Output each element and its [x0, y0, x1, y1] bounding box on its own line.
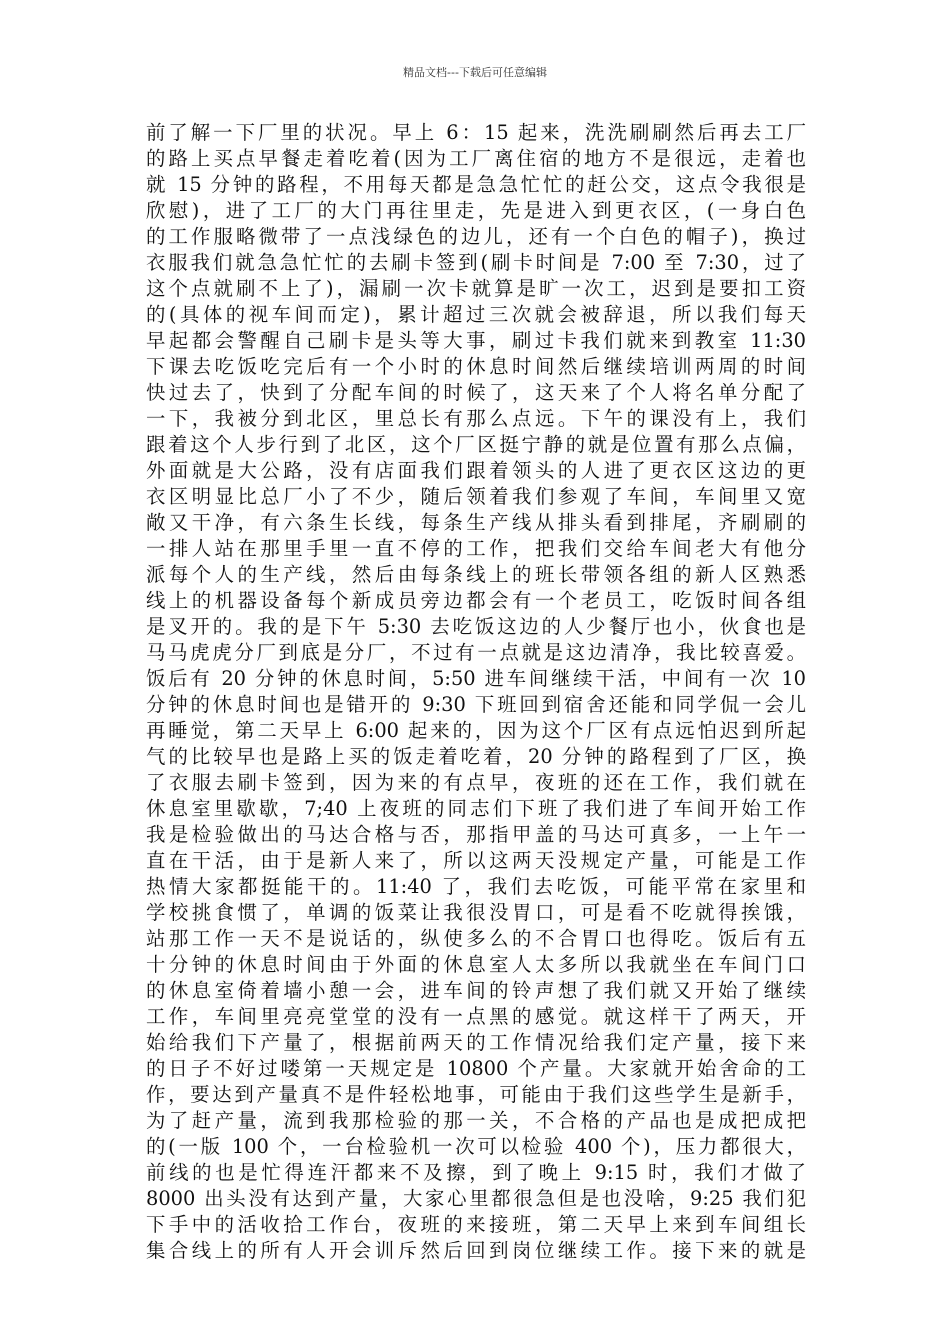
body-line: 衣服我们就急急忙忙的去刷卡签到(刷卡时间是 7:00 至 7:30，过了 [146, 251, 806, 274]
body-line: 一下，我被分到北区，里总长有那么点远。下午的课没有上，我们 [146, 407, 806, 430]
body-line: 前线的也是忙得连汗都来不及擦，到了晚上 9:15 时，我们才做了 [146, 1161, 806, 1184]
page-header: 精品文档---下载后可任意编辑 [403, 66, 547, 79]
body-line: 学校挑食惯了，单调的饭菜让我很没胃口，可是看不吃就得挨饿， [146, 901, 806, 924]
body-line: 敞又干净，有六条生长线，每条生产线从排头看到排尾，齐刷刷的 [146, 511, 806, 534]
body-line: 外面就是大公路，没有店面我们跟着领头的人进了更衣区这边的更 [146, 459, 806, 482]
body-line: 的日子不好过喽第一天规定是 10800 个产量。大家就开始舍命的工 [146, 1057, 806, 1080]
body-line: 下课去吃饭吃完后有一个小时的休息时间然后继续培训两周的时间 [146, 355, 806, 378]
body-line: 跟着这个人步行到了北区，这个厂区挺宁静的就是位置有那么点偏， [146, 433, 806, 456]
body-line: 是叉开的。我的是下午 5:30 去吃饭这边的人少餐厅也小，伙食也是 [146, 615, 806, 638]
document-body [146, 120, 806, 1264]
body-line: 一排人站在那里手里一直不停的工作，把我们交给车间老大有他分 [146, 537, 806, 560]
body-line: 下手中的活收拾工作台，夜班的来接班，第二天早上来到车间组长 [146, 1213, 806, 1236]
body-line: 我是检验做出的马达合格与否，那指甲盖的马达可真多，一上午一 [146, 823, 806, 846]
body-line: 休息室里歇歇，7;40 上夜班的同志们下班了我们进了车间开始工作 [146, 797, 806, 820]
body-line: 直在干活，由于是新人来了，所以这两天没规定产量，可能是工作 [146, 849, 806, 872]
body-line: 线上的机器设备每个新成员旁边都会有一个老员工，吃饭时间各组 [146, 589, 806, 612]
body-line: 始给我们下产量了，根据前两天的工作情况给我们定产量，接下来 [146, 1031, 806, 1054]
body-line: 站那工作一天不是说话的，纵使多么的不合胃口也得吃。饭后有五 [146, 927, 806, 950]
body-line: 8000 出头没有达到产量，大家心里都很急但是也没啥，9:25 我们犯 [146, 1187, 806, 1210]
body-line: 衣区明显比总厂小了不少，随后领着我们参观了车间，车间里又宽 [146, 485, 806, 508]
body-line: 集合线上的所有人开会训斥然后回到岗位继续工作。接下来的就是 [146, 1239, 806, 1262]
body-line: 早起都会警醒自己刷卡是头等大事，刷过卡我们就来到教室 11:30 [146, 329, 806, 352]
body-line: 这个点就刷不上了)，漏刷一次卡就算是旷一次工，迟到是要扣工资 [146, 277, 806, 300]
body-line: 工作，车间里亮亮堂堂的没有一点黑的感觉。就这样干了两天，开 [146, 1005, 806, 1028]
body-line: 的工作服略微带了一点浅绿色的边儿，还有一个白色的帽子)，换过 [146, 225, 806, 248]
body-line: 派每个人的生产线，然后由每条线上的班长带领各组的新人区熟悉 [146, 563, 806, 586]
body-line: 马马虎虎分厂到底是分厂，不过有一点就是这边清净，我比较喜爱。 [146, 641, 806, 664]
body-line: 十分钟的休息时间由于外面的休息室人太多所以我就坐在车间门口 [146, 953, 806, 976]
body-line: 再睡觉，第二天早上 6:00 起来的，因为这个厂区有点远怕迟到所起 [146, 719, 806, 742]
body-line: 气的比较早也是路上买的饭走着吃着，20 分钟的路程到了厂区，换 [146, 745, 806, 768]
body-line: 欣慰)，进了工厂的大门再往里走，先是进入到更衣区，(一身白色 [146, 199, 806, 222]
body-line: 的(具体的视车间而定)，累计超过三次就会被辞退，所以我们每天 [146, 303, 806, 326]
body-line: 的路上买点早餐走着吃着(因为工厂离住宿的地方不是很远，走着也 [146, 147, 806, 170]
body-line: 作，要达到产量真不是件轻松地事，可能由于我们这些学生是新手， [146, 1083, 806, 1106]
body-line: 的(一版 100 个，一台检验机一次可以检验 400 个)，压力都很大， [146, 1135, 806, 1158]
body-line: 了衣服去刷卡签到，因为来的有点早，夜班的还在工作，我们就在 [146, 771, 806, 794]
body-line: 为了赶产量，流到我那检验的那一关，不合格的产品也是成把成把 [146, 1109, 806, 1132]
body-line: 前了解一下厂里的状况。早上 6：15 起来，洗洗刷刷然后再去工厂 [146, 121, 806, 144]
body-line: 分钟的休息时间也是错开的 9:30 下班回到宿舍还能和同学侃一会儿 [146, 693, 806, 716]
body-line: 就 15 分钟的路程，不用每天都是急急忙忙的赶公交，这点令我很是 [146, 173, 806, 196]
body-line: 饭后有 20 分钟的休息时间，5:50 进车间继续干活，中间有一次 10 [146, 667, 806, 690]
body-line: 的休息室倚着墙小憩一会，进车间的铃声想了我们就又开始了继续 [146, 979, 806, 1002]
body-line: 热情大家都挺能干的。11:40 了，我们去吃饭，可能平常在家里和 [146, 875, 806, 898]
body-line: 快过去了，快到了分配车间的时候了，这天来了个人将名单分配了 [146, 381, 806, 404]
